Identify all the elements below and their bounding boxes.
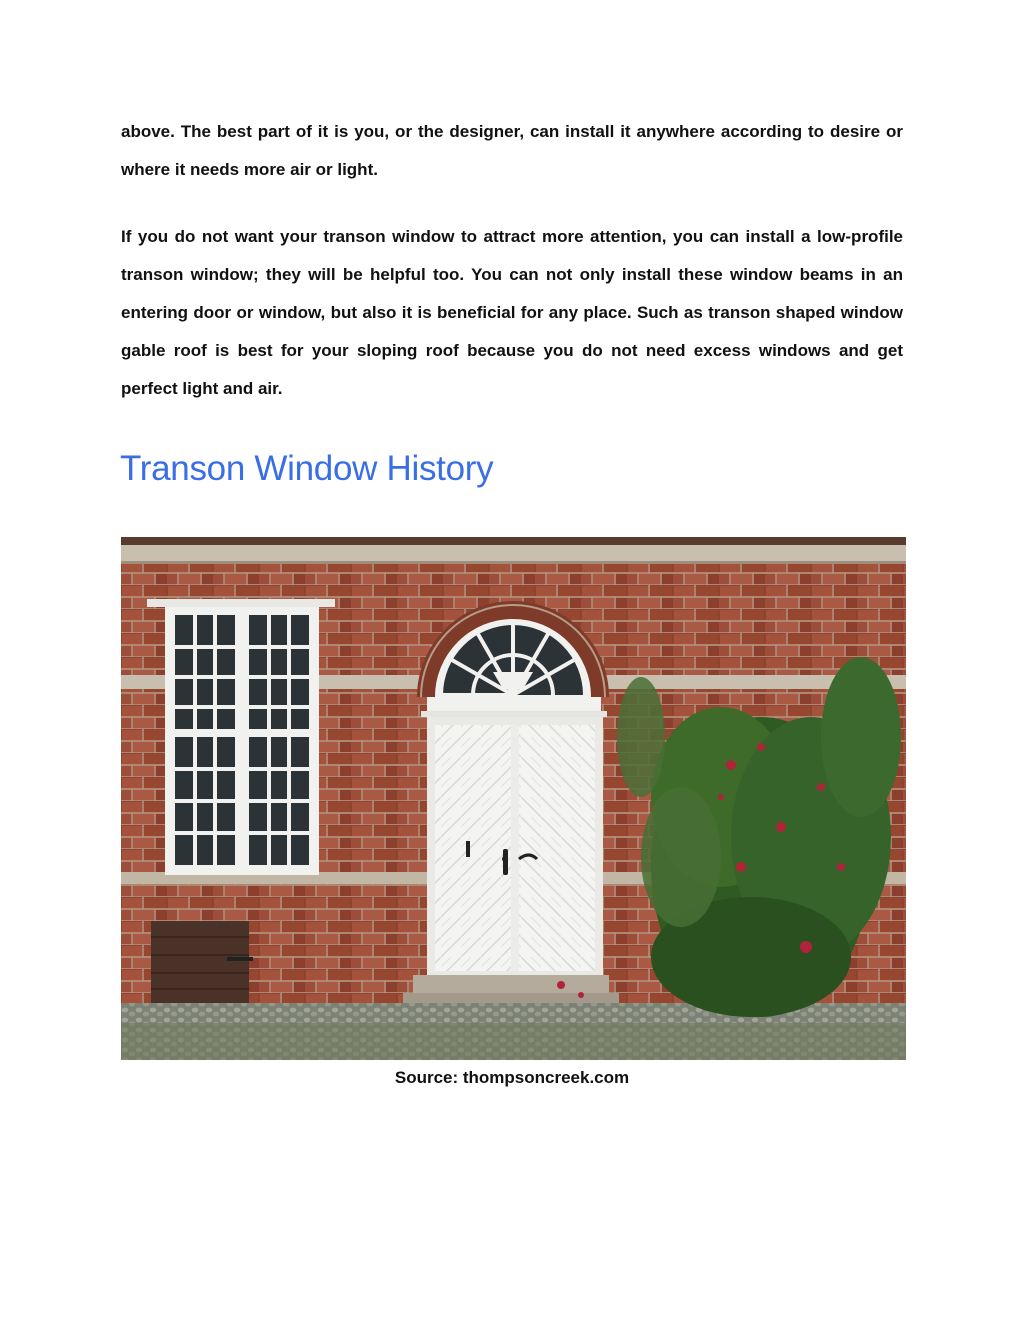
section-heading: Transon Window History [120,449,494,488]
body-paragraph: If you do not want your transon window to attract more attention, you can install a low-profile transon window; they will be helpful too. You can not only install these window beams in an entering door or window, but also it is beneficial for any place. Such as transon shaped window gable roof is best for your sloping roof because you do not need excess windows and get perfect light and air. [121,227,903,398]
cellar-hatch [151,921,253,1005]
figure-caption: Source: thompsoncreek.com [394,1068,630,1087]
double-door [427,717,603,975]
sash-window [147,599,335,875]
brick-facade-photo [121,537,906,1060]
body-paragraph: above. The best part of it is you, or the designer, can install it anywhere according to desire or where it needs more air or light. [121,122,903,179]
figure-image [121,537,906,1060]
